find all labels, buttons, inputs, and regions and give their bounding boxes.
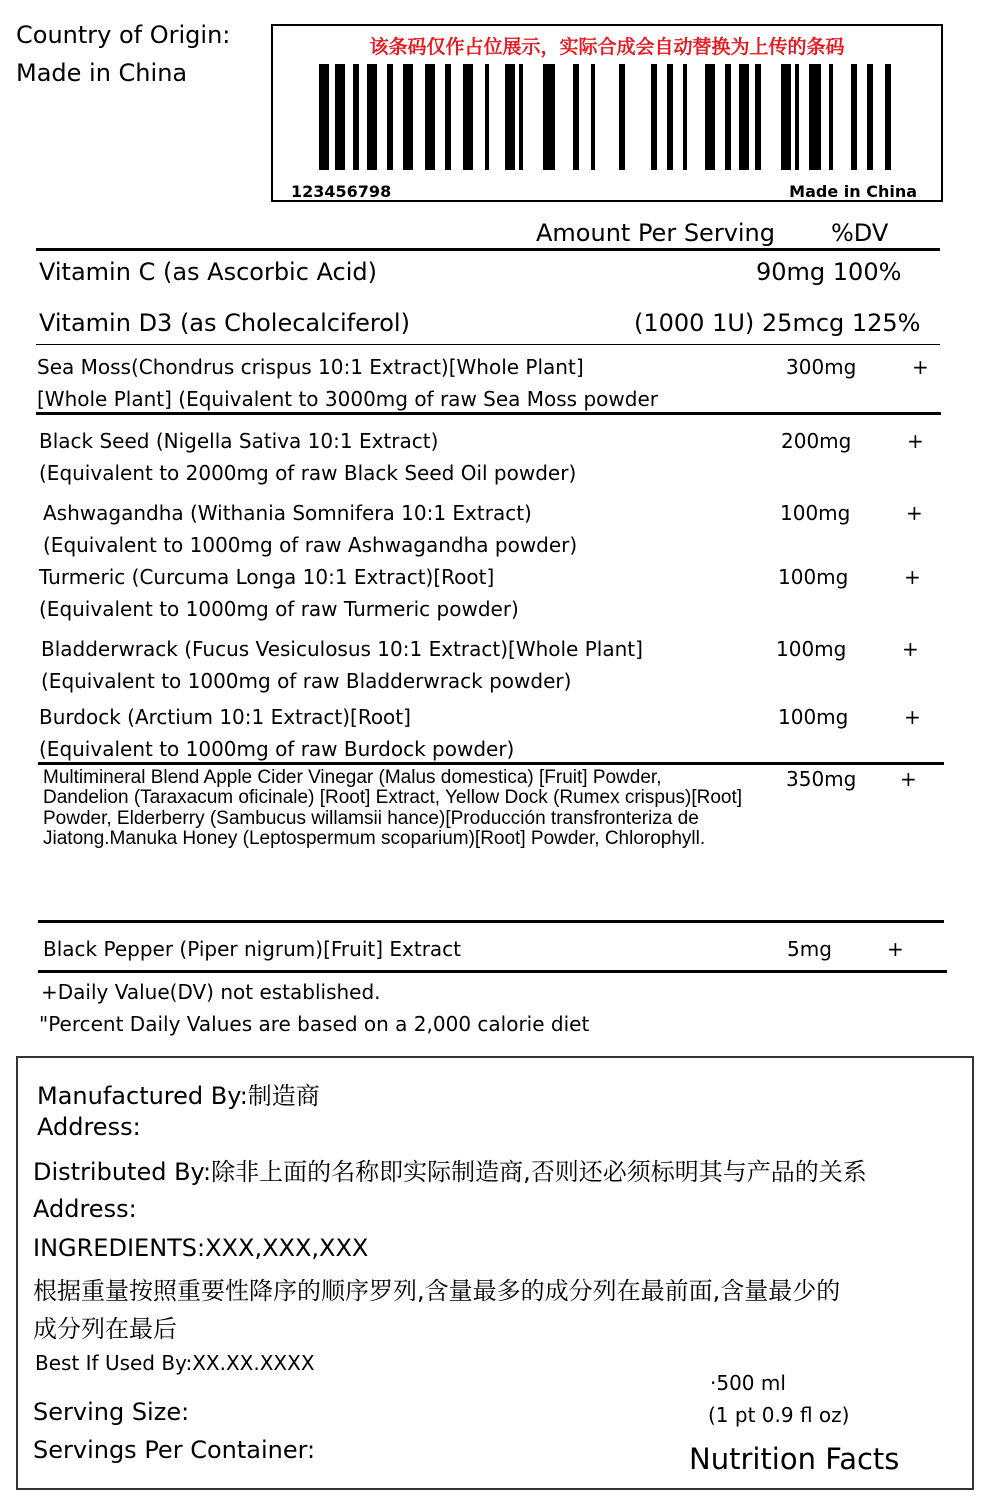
best-by-date: Best If Used By:XX.XX.XXXX	[35, 1351, 315, 1375]
section-divider	[38, 762, 944, 765]
vitamin-c-name: Vitamin C (as Ascorbic Acid)	[39, 258, 378, 286]
blend-amount: 350mg	[786, 767, 857, 791]
ingredient-line2: (Equivalent to 1000mg of raw Bladderwrack powder)	[41, 669, 572, 693]
barcode-bar	[829, 64, 833, 170]
distributor-address: Address:	[33, 1195, 137, 1223]
origin-label: Country of Origin:	[16, 21, 231, 49]
ingredient-order-note: 根据重量按照重要性降序的顺序罗列,含量最多的成分列在最前面,含量最少的	[33, 1277, 841, 1305]
manufacturer-info-box	[16, 1056, 974, 1490]
barcode-bar	[519, 64, 523, 170]
ingredient-dv: +	[904, 565, 921, 589]
manufacturer-address: Address:	[37, 1113, 141, 1141]
pepper-name: Black Pepper (Piper nigrum)[Fruit] Extract	[43, 937, 462, 961]
barcode-bar	[667, 64, 673, 170]
section-divider	[36, 412, 941, 415]
dv-header: %DV	[831, 219, 889, 247]
barcode-bars	[319, 64, 899, 174]
ingredient-amount: 100mg	[780, 501, 851, 525]
ingredient-dv: +	[912, 355, 929, 379]
ingredient-line2: (Equivalent to 1000mg of raw Burdock powder)	[39, 737, 515, 761]
barcode-bar	[485, 64, 489, 170]
vitamin-divider	[36, 344, 940, 345]
amount-per-serving-header: Amount Per Serving	[536, 219, 776, 247]
barcode-made-in: Made in China	[789, 182, 917, 201]
header-divider	[36, 248, 940, 251]
barcode-box	[271, 24, 943, 202]
barcode-bar	[387, 64, 393, 170]
origin-value: Made in China	[16, 59, 188, 87]
barcode-bar	[319, 64, 329, 170]
ingredient-order-note-cont: 成分列在最后	[33, 1315, 177, 1343]
barcode-bar	[403, 64, 413, 170]
blend-description: Multimineral Blend Apple Cider Vinegar (Malus domestica) [Fruit] Powder, Dandelion (Taraxacum oficinale) [Root] Extract, Yellow Dock (Rumex crispus)[Root] Powder, Elderberry (Sambucus willamsii hance)[Producción transfronteriza de Jiatong.Manuka Honey (Leptospermum scoparium)[Root] Powder, Chlorophyll.	[43, 767, 743, 849]
barcode-bar	[367, 64, 377, 170]
section-divider	[38, 970, 947, 973]
barcode-bar	[885, 64, 891, 170]
barcode-bar	[851, 64, 857, 170]
ingredient-line1: Turmeric (Curcuma Longa 10:1 Extract)[Root]	[39, 565, 495, 589]
barcode-bar	[463, 64, 473, 170]
barcode-bar	[651, 64, 657, 170]
barcode-notice: 该条码仅作占位展示，实际合成会自动替换为上传的条码	[369, 36, 845, 58]
ingredients-list: INGREDIENTS:XXX,XXX,XXX	[33, 1234, 369, 1262]
vitamin-d3-name: Vitamin D3 (as Cholecalciferol)	[39, 309, 410, 337]
ingredient-line2: (Equivalent to 1000mg of raw Turmeric powder)	[39, 597, 519, 621]
vitamin-c-amount: 90mg 100%	[756, 258, 902, 286]
ingredient-dv: +	[906, 501, 923, 525]
ingredient-dv: +	[902, 637, 919, 661]
barcode-bar	[725, 64, 731, 170]
distributed-by: Distributed By:除非上面的名称即实际制造商,否则还必须标明其与产品的关系	[33, 1158, 867, 1186]
ingredient-line1: Sea Moss(Chondrus crispus 10:1 Extract)[Whole Plant]	[37, 355, 584, 379]
ingredient-amount: 300mg	[786, 355, 857, 379]
barcode-bar	[445, 64, 451, 170]
ingredient-amount: 100mg	[776, 637, 847, 661]
ingredient-amount: 100mg	[778, 565, 849, 589]
ingredient-line1: Black Seed (Nigella Sativa 10:1 Extract)	[39, 429, 439, 453]
barcode-bar	[755, 64, 761, 170]
ingredient-line2: (Equivalent to 2000mg of raw Black Seed Oil powder)	[39, 461, 577, 485]
barcode-bar	[683, 64, 687, 170]
manufactured-by: Manufactured By:制造商	[37, 1082, 320, 1110]
pepper-amount: 5mg	[787, 937, 832, 961]
barcode-bar	[705, 64, 715, 170]
barcode-bar	[425, 64, 435, 170]
nutrition-facts-title: Nutrition Facts	[689, 1442, 900, 1476]
servings-per-container: Servings Per Container:	[33, 1436, 316, 1464]
dv-footnote: +Daily Value(DV) not established.	[41, 980, 381, 1004]
barcode-bar	[739, 64, 749, 170]
barcode-number: 123456798	[291, 182, 392, 201]
barcode-bar	[591, 64, 595, 170]
section-divider	[38, 920, 944, 923]
ingredient-line1: Ashwagandha (Withania Somnifera 10:1 Extract)	[43, 501, 532, 525]
barcode-bar	[619, 64, 625, 170]
barcode-bar	[809, 64, 821, 170]
barcode-bar	[795, 64, 799, 170]
barcode-bar	[573, 64, 579, 170]
barcode-bar	[867, 64, 873, 170]
volume-ml: ·500 ml	[710, 1371, 786, 1395]
barcode-bar	[335, 64, 345, 170]
volume-oz: (1 pt 0.9 fl oz)	[708, 1403, 850, 1427]
barcode-bar	[543, 64, 555, 170]
barcode-bar	[505, 64, 515, 170]
pepper-dv: +	[887, 937, 904, 961]
calorie-footnote: "Percent Daily Values are based on a 2,000 calorie diet	[39, 1012, 590, 1036]
blend-dv: +	[900, 767, 917, 791]
vitamin-d3-amount: (1000 1U) 25mcg 125%	[634, 309, 921, 337]
ingredient-line1: Burdock (Arctium 10:1 Extract)[Root]	[39, 705, 411, 729]
ingredient-dv: +	[907, 429, 924, 453]
ingredient-line2: (Equivalent to 1000mg of raw Ashwagandha powder)	[43, 533, 578, 557]
barcode-bar	[353, 64, 359, 170]
serving-size: Serving Size:	[33, 1398, 190, 1426]
ingredient-dv: +	[904, 705, 921, 729]
ingredient-amount: 200mg	[781, 429, 852, 453]
ingredient-line2: [Whole Plant] (Equivalent to 3000mg of raw Sea Moss powder	[37, 387, 658, 411]
ingredient-line1: Bladderwrack (Fucus Vesiculosus 10:1 Extract)[Whole Plant]	[41, 637, 643, 661]
ingredient-amount: 100mg	[778, 705, 849, 729]
barcode-bar	[781, 64, 791, 170]
